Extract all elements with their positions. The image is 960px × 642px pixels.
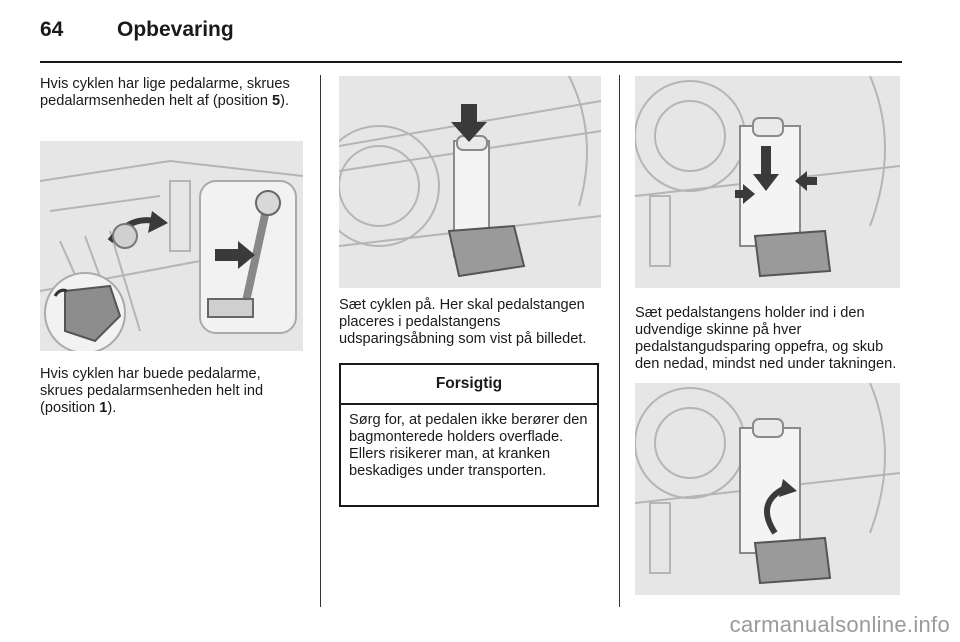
figure-secure-holder bbox=[635, 383, 900, 595]
caution-box bbox=[339, 363, 599, 507]
paragraph-insert-holder: Sæt pedalstangens holder ind i den udvendige skinne på hver pedalstangudsparing oppefra, og skub den nedad, mindst ned under takningen. bbox=[635, 305, 897, 372]
position-number: 5 bbox=[272, 93, 281, 109]
figure-pedal-arm-unscrew bbox=[40, 141, 303, 351]
column-divider bbox=[619, 75, 620, 607]
caution-text: Sørg for, at pedalen ikke berører den bagmonterede holders overflade. Ellers risikerer man, at kranken beskadiges under transporten. bbox=[349, 412, 588, 479]
figure-insert-holder bbox=[635, 76, 900, 288]
header-rule bbox=[40, 61, 902, 63]
page-number: 64 bbox=[40, 18, 64, 41]
watermark: carmanualsonline.info bbox=[729, 612, 950, 637]
paragraph-straight-crank: Hvis cyklen har lige pedalarme, skrues pedalarmsenheden helt af (position 5). bbox=[40, 76, 290, 109]
paragraph-place-bike: Sæt cyklen på. Her skal pedalstangen placeres i pedalstangens udsparingsåbning som vist på billedet. bbox=[339, 297, 587, 347]
position-number: 1 bbox=[99, 400, 108, 416]
column-divider bbox=[320, 75, 321, 607]
caution-heading: Forsigtig bbox=[341, 365, 597, 405]
paragraph-curved-crank: Hvis cyklen har buede pedalarme, skrues pedalarmsenheden helt ind (position 1). bbox=[40, 366, 264, 416]
page-title: Opbevaring bbox=[117, 18, 234, 41]
figure-place-bike bbox=[339, 76, 601, 288]
